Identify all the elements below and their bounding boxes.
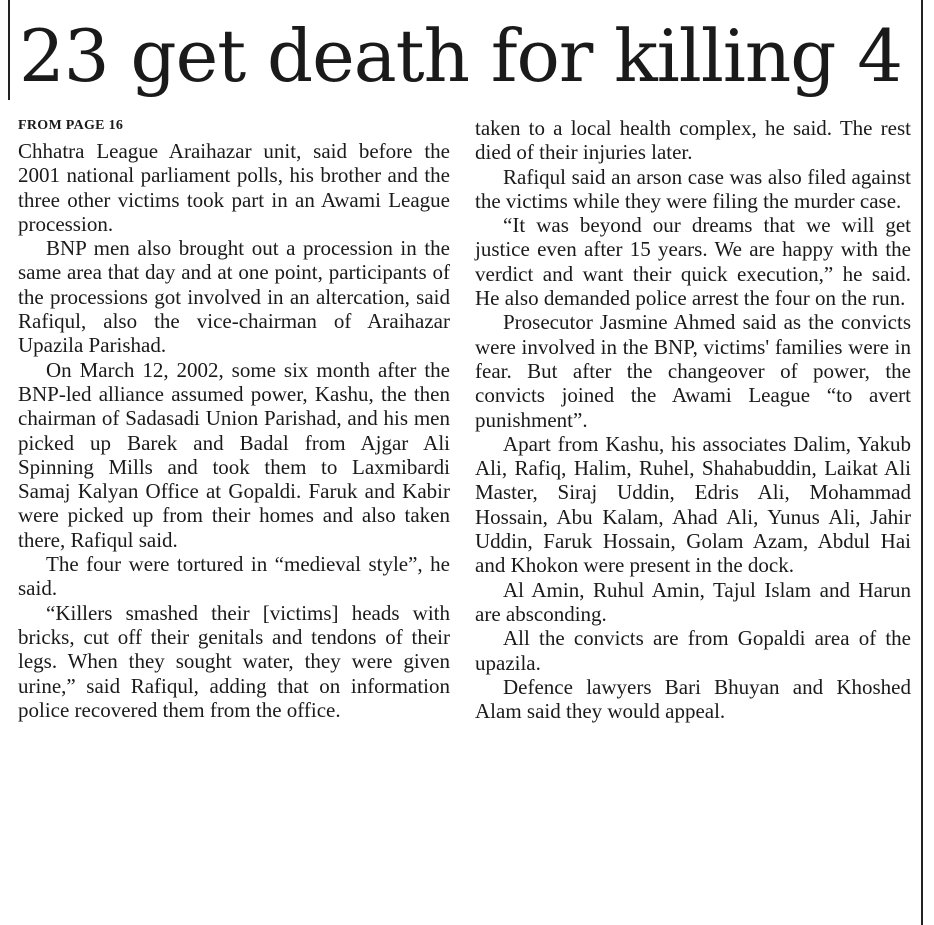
paragraph: Chhatra League Araihazar unit, said before the 2001 national parliament polls, his brother and the three other victims took part in an Awami League procession.: [18, 139, 450, 236]
left-border-rule: [8, 0, 10, 100]
paragraph: taken to a local health complex, he said. The rest died of their injuries later.: [475, 116, 911, 165]
paragraph: “It was beyond our dreams that we will get justice even after 15 years. We are happy with the verdict and want their quick execution,” he said. He also demanded police arrest the four on the run.: [475, 213, 911, 311]
paragraph: On March 12, 2002, some six month after the BNP-led alliance assumed power, Kashu, the then chairman of Sadasadi Union Parishad, and his men picked up Barek and Badal from Ajgar Ali Spinning Mills and took them to Laxmibardi Samaj Kalyan Office at Gopaldi. Faruk and Kabir were picked up from their homes and also taken there, Rafiqul said.: [18, 357, 450, 552]
headline: 23 get death for killing 4: [19, 14, 903, 98]
paragraph: Prosecutor Jasmine Ahmed said as the convicts were involved in the BNP, victims' families were in fear. But after the changeover of power, the convicts joined the Awami League “to avert punishment”.: [475, 310, 911, 432]
paragraph: “Killers smashed their [victims] heads with bricks, cut off their genitals and tendons of their legs. When they sought water, they were given urine,” said Rafiqul, adding that on information police recovered them from the office.: [18, 600, 450, 722]
left-column: [18, 113, 450, 722]
paragraph: Al Amin, Ruhul Amin, Tajul Islam and Harun are absconding.: [475, 577, 911, 626]
paragraph: The four were tortured in “medieval style”, he said.: [18, 552, 450, 601]
paragraph: Defence lawyers Bari Bhuyan and Khoshed Alam said they would appeal.: [475, 674, 911, 724]
paragraph: All the convicts are from Gopaldi area of the upazila.: [475, 626, 911, 675]
right-border-rule: [921, 0, 923, 925]
kicker: FROM PAGE 16: [18, 118, 124, 133]
paragraph: BNP men also brought out a procession in the same area that day and at one point, participants of the processions got involved in an altercation, said Rafiqul, also the vice-chairman of Araihazar Upazila Parishad.: [18, 236, 450, 358]
paragraph: Apart from Kashu, his associates Dalim, Yakub Ali, Rafiq, Halim, Ruhel, Shahabuddin, Laikat Ali Master, Siraj Uddin, Edris Ali, Mohammad Hossain, Abu Kalam, Ahad Ali, Yunus Ali, Jahir Uddin, Faruk Hossain, Golam Azam, Abdul Hai and Khokon were present in the dock.: [475, 431, 911, 578]
right-column: [475, 116, 911, 723]
paragraph: Rafiqul said an arson case was also filed against the victims while they were filing the murder case.: [475, 164, 911, 213]
